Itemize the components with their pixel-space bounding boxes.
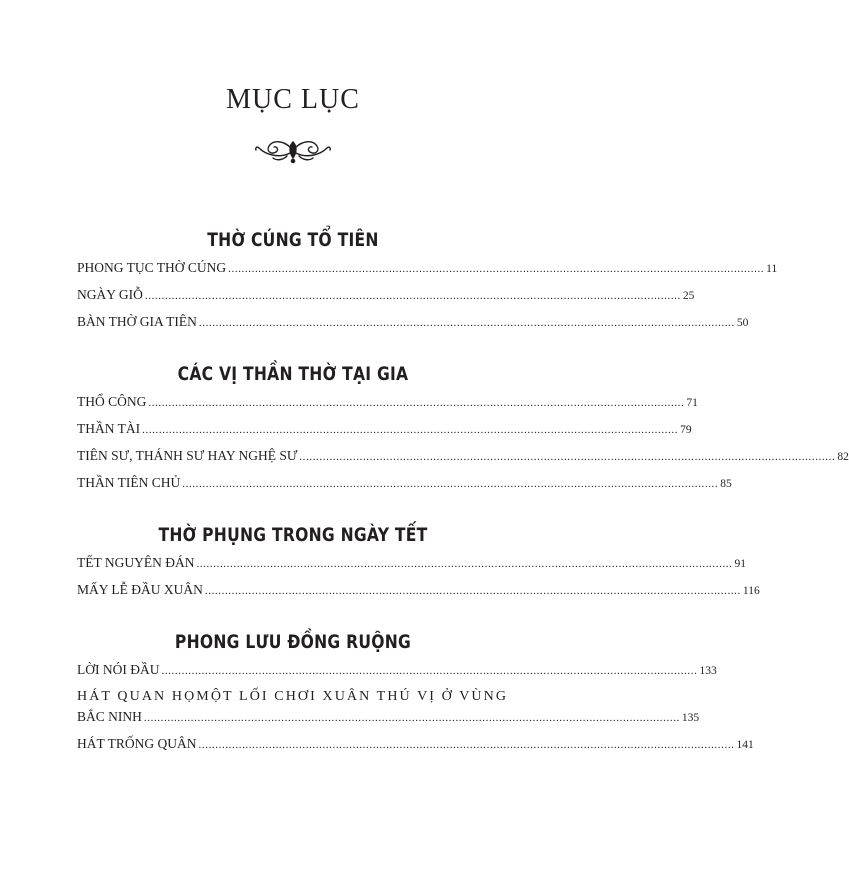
toc-entry-title: THẦN TIÊN CHỦ [77,475,181,490]
section-heading-cac-vi-than: CÁC VỊ THẦN THỜ TẠI GIA [177,363,409,385]
toc-dot-leader: ................................................................................................................................................................ [228,263,765,275]
toc-entry[interactable] [77,287,695,309]
toc-entry[interactable] [77,662,717,684]
toc-entry-page: 135 [681,712,700,724]
section-heading-phong-luu-dong-ruong: PHONG LƯU ĐỒNG RUỘNG [174,631,412,653]
toc-entry[interactable] [77,582,760,604]
toc-entry[interactable] [77,736,754,758]
ornament-divider-icon [253,136,333,166]
toc-dot-leader: ................................................................................................................................................................ [144,290,681,302]
toc-entry-title-line2: BẮC NINH [77,709,142,724]
toc-entry-title: LỜI NÓI ĐẦU [77,662,160,677]
toc-dot-leader: ................................................................................................................................................................ [198,739,735,751]
toc-entry-page: 91 [734,558,746,570]
toc-dot-leader: ................................................................................................................................................................ [196,558,733,570]
toc-entry-title: THỔ CÔNG [77,394,147,409]
section-heading-tho-phung-ngay-tet: THỜ PHỤNG TRONG NGÀY TẾT [158,524,428,546]
toc-entry-title: TẾT NGUYÊN ĐÁN [77,555,195,570]
toc-entry-title: NGÀY GIỖ [77,287,143,302]
toc-entry[interactable] [77,475,732,497]
page-title: MỤC LỤC [226,84,360,115]
toc-entry-title: THẦN TÀI [77,421,141,436]
toc-dot-leader: ................................................................................................................................................................ [161,665,698,677]
toc-entry[interactable] [77,314,749,336]
toc-entry[interactable] [77,421,692,443]
toc-dot-leader: ................................................................................................................................................................ [204,585,741,597]
toc-entry[interactable] [77,555,746,577]
toc-entry[interactable] [77,260,778,282]
toc-entry[interactable] [77,687,700,727]
toc-entry-page: 79 [680,424,692,436]
toc-entry-title: PHONG TỤC THỜ CÚNG [77,260,227,275]
toc-entry[interactable] [77,394,698,416]
toc-dot-leader: ................................................................................................................................................................ [299,451,836,463]
toc-entry-page: 85 [720,478,732,490]
toc-dot-leader: ................................................................................................................................................................ [143,712,680,724]
toc-entry-title-line1: HÁT QUAN HỌMỘT LỐI CHƠI XUÂN THÚ VỊ Ở VÙNG [77,689,509,704]
toc-dot-leader: ................................................................................................................................................................ [142,424,679,436]
section-heading-tho-cung-to-tien: THỜ CÚNG TỔ TIÊN [207,229,379,251]
toc-dot-leader: ................................................................................................................................................................ [182,478,719,490]
toc-entry-page: 50 [736,317,749,329]
toc-entry-page: 71 [686,397,698,409]
toc-entry-title: TIÊN SƯ, THÁNH SƯ HAY NGHỆ SƯ [77,448,298,463]
toc-entry-page: 82 [837,451,849,463]
toc-entry-title: MẤY LỄ ĐẦU XUÂN [77,582,203,597]
toc-entry-page: 25 [682,290,695,302]
toc-entry-page: 133 [699,665,717,677]
toc-entry-title: HÁT TRỐNG QUÂN [77,736,197,751]
toc-entry-page: 116 [742,585,760,597]
toc-entry[interactable] [77,448,849,470]
toc-entry-title: BÀN THỜ GIA TIÊN [77,314,197,329]
toc-dot-leader: ................................................................................................................................................................ [198,317,735,329]
toc-dot-leader: ................................................................................................................................................................ [148,397,685,409]
toc-entry-page: 11 [766,263,778,275]
toc-entry-page: 141 [736,739,754,751]
